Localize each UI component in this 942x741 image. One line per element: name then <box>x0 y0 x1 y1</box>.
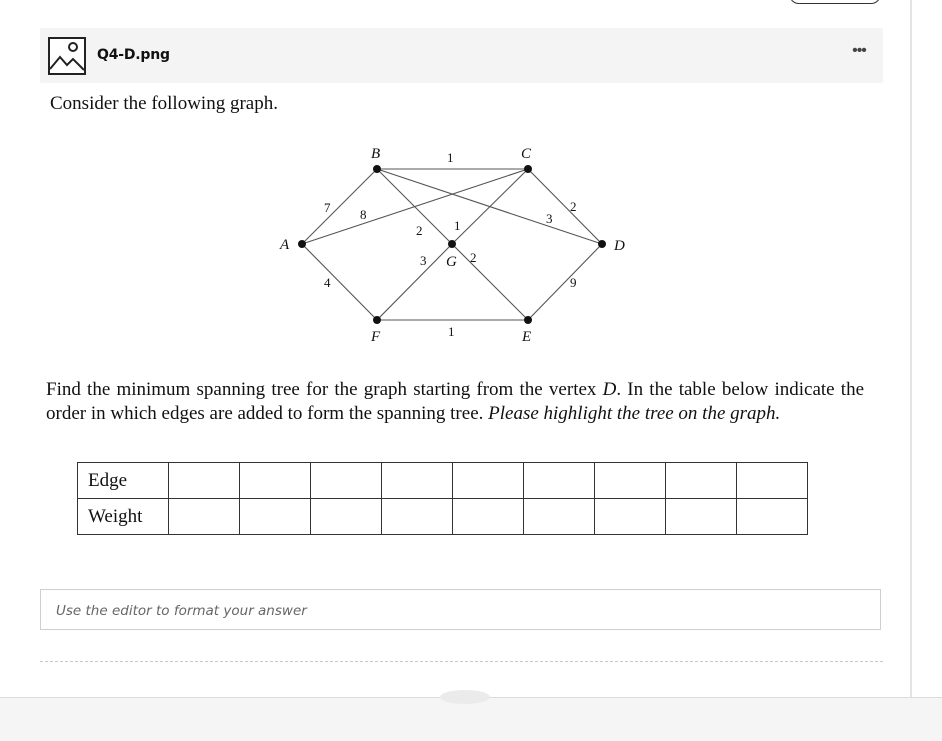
edge-A-F <box>302 244 377 320</box>
edge-C-D <box>528 169 602 244</box>
weight-C-D: 2 <box>570 199 577 214</box>
scrollbar-track[interactable] <box>910 0 912 698</box>
dashed-divider <box>40 661 883 662</box>
vertex-G <box>448 240 456 248</box>
footer-handle[interactable] <box>440 690 490 704</box>
graph-figure <box>270 140 650 350</box>
weight-B-C: 1 <box>447 150 454 165</box>
table-cell <box>382 463 453 499</box>
table-cell <box>169 499 240 535</box>
vertex-label-G: G <box>446 254 457 270</box>
table-cell <box>737 499 808 535</box>
table-cell <box>311 463 382 499</box>
weight-C-F: 3 <box>420 253 427 268</box>
table-row-label: Weight <box>78 499 169 535</box>
table-cell <box>453 463 524 499</box>
attachment-file-name[interactable]: Q4-D.png <box>97 47 170 63</box>
edge-G-F <box>377 244 452 320</box>
weight-F-E: 1 <box>448 324 455 339</box>
edge-B-G <box>377 169 452 244</box>
question-emphasis: Please highlight the tree on the graph. <box>488 403 781 424</box>
weight-A-C: 8 <box>360 207 367 222</box>
vertex-label-B: B <box>371 146 381 162</box>
vertex-label-C: C <box>521 146 532 162</box>
footer-bar <box>0 697 942 741</box>
weight-E-D: 9 <box>570 275 577 290</box>
table-cell <box>595 463 666 499</box>
table-cell <box>240 499 311 535</box>
table-cell <box>524 463 595 499</box>
table-cell <box>666 463 737 499</box>
more-horizontal-icon[interactable]: ••• <box>852 42 866 59</box>
edge-C-G <box>452 169 528 244</box>
vertex-label-E: E <box>522 329 532 345</box>
editor-placeholder: Use the editor to format your answer <box>56 603 307 619</box>
table-row-edge <box>78 463 808 499</box>
top-action-pill[interactable] <box>789 0 881 4</box>
table-cell <box>169 463 240 499</box>
table-cell <box>453 499 524 535</box>
table-cell <box>382 499 453 535</box>
vertex-B <box>373 165 381 173</box>
spanning-tree-table <box>77 462 808 535</box>
question-text <box>46 378 864 426</box>
vertex-label-F: F <box>371 329 381 345</box>
table-cell <box>595 499 666 535</box>
image-icon <box>48 37 86 75</box>
weight-B-D: 3 <box>546 211 553 226</box>
vertex-E <box>524 316 532 324</box>
weight-A-F: 4 <box>324 275 331 290</box>
vertex-label-A: A <box>280 237 290 253</box>
vertex-A <box>298 240 306 248</box>
weight-B-G: 2 <box>416 223 423 238</box>
vertex-F <box>373 316 381 324</box>
weight-G-E: 2 <box>470 250 477 265</box>
table-row-label: Edge <box>78 463 169 499</box>
question-part1: Find the minimum spanning tree for the graph starting from the vertex <box>46 379 603 400</box>
weight-A-B: 7 <box>324 200 331 215</box>
attachment-header <box>40 28 883 83</box>
table-cell <box>666 499 737 535</box>
table-cell <box>240 463 311 499</box>
table-cell <box>311 499 382 535</box>
table-row-weight <box>78 499 808 535</box>
weight-C-G: 1 <box>454 218 461 233</box>
vertex-C <box>524 165 532 173</box>
table-cell <box>524 499 595 535</box>
question-variable: D <box>602 379 617 400</box>
graph-vertices <box>298 165 606 324</box>
answer-editor[interactable] <box>40 589 881 630</box>
vertex-label-D: D <box>614 238 625 254</box>
edge-E-D <box>528 244 602 320</box>
vertex-D <box>598 240 606 248</box>
intro-text: Consider the following graph. <box>50 93 278 114</box>
edge-G-E <box>452 244 528 320</box>
table-cell <box>737 463 808 499</box>
question-part2: . In the table below indicate the order in which edges are added to form the spanning tree. <box>46 379 865 424</box>
